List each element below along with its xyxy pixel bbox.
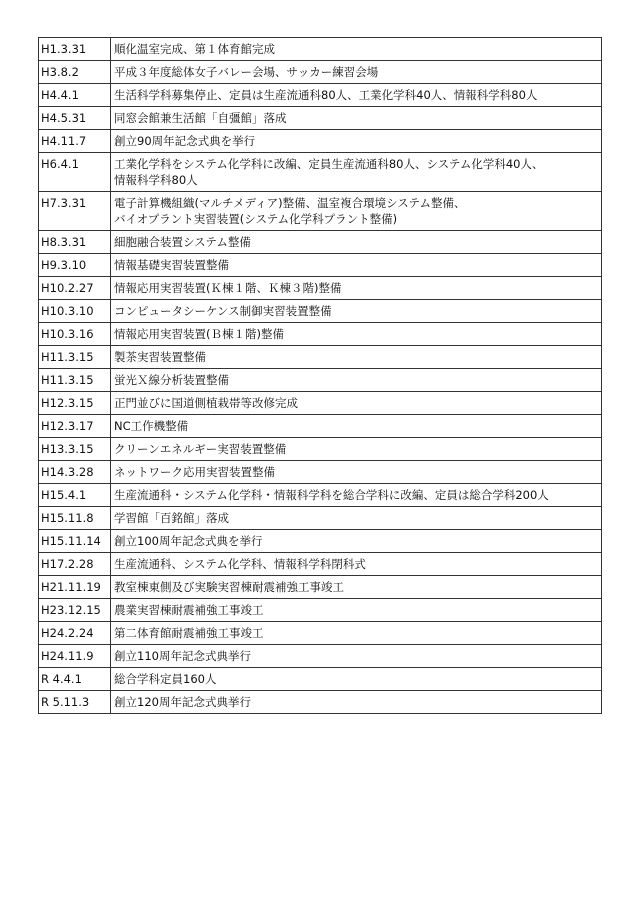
table-row bbox=[39, 576, 602, 599]
table-row bbox=[39, 231, 602, 254]
event-text-line: 情報応用実習装置(Ｂ棟１階)整備 bbox=[114, 327, 284, 341]
event-cell bbox=[111, 107, 602, 130]
event-text-line: 生産流通科、システム化学科、情報科学科閉科式 bbox=[114, 557, 366, 571]
event-text-line: 正門並びに国道側植栽帯等改修完成 bbox=[114, 396, 298, 410]
date-cell: H4.11.7 bbox=[39, 130, 111, 153]
history-table bbox=[38, 37, 602, 714]
date-cell: H12.3.17 bbox=[39, 415, 111, 438]
date-cell: H13.3.15 bbox=[39, 438, 111, 461]
table-row bbox=[39, 277, 602, 300]
date-cell: H7.3.31 bbox=[39, 192, 111, 231]
event-cell bbox=[111, 622, 602, 645]
event-text-line: クリーンエネルギー実習装置整備 bbox=[114, 442, 287, 456]
table-row bbox=[39, 192, 602, 231]
date-cell: H11.3.15 bbox=[39, 369, 111, 392]
event-text-line: 順化温室完成、第１体育館完成 bbox=[114, 42, 275, 56]
event-cell bbox=[111, 231, 602, 254]
date-cell: H15.11.8 bbox=[39, 507, 111, 530]
date-cell: H8.3.31 bbox=[39, 231, 111, 254]
event-cell bbox=[111, 369, 602, 392]
event-cell bbox=[111, 484, 602, 507]
event-text-line: 平成３年度総体女子バレー会場、サッカー練習会場 bbox=[114, 65, 379, 79]
date-cell: H11.3.15 bbox=[39, 346, 111, 369]
event-cell bbox=[111, 415, 602, 438]
event-cell bbox=[111, 599, 602, 622]
table-row bbox=[39, 392, 602, 415]
event-text-line: 細胞融合装置システム整備 bbox=[114, 235, 251, 249]
date-cell: R 5.11.3 bbox=[39, 691, 111, 714]
event-text-line: NC工作機整備 bbox=[114, 419, 189, 433]
event-text-line: 創立120周年記念式典挙行 bbox=[114, 695, 251, 709]
event-text-line: 総合学科定員160人 bbox=[114, 672, 217, 686]
event-cell bbox=[111, 153, 602, 192]
event-text-line: 生産流通科・システム化学科・情報科学科を総合学科に改編、定員は総合学科200人 bbox=[114, 488, 549, 502]
table-row bbox=[39, 668, 602, 691]
date-cell: H6.4.1 bbox=[39, 153, 111, 192]
event-text-line: 電子計算機組織(マルチメディア)整備、温室複合環境システム整備、 bbox=[114, 196, 466, 210]
event-cell bbox=[111, 392, 602, 415]
table-row bbox=[39, 84, 602, 107]
event-text-line: 工業化学科をシステム化学科に改編、定員生産流通科80人、システム化学科40人、 bbox=[114, 157, 544, 171]
table-row bbox=[39, 254, 602, 277]
date-cell: R 4.4.1 bbox=[39, 668, 111, 691]
event-text-line: 第二体育館耐震補強工事竣工 bbox=[114, 626, 264, 640]
event-text-line: 教室棟東側及び実験実習棟耐震補強工事竣工 bbox=[114, 580, 344, 594]
table-row bbox=[39, 645, 602, 668]
date-cell: H17.2.28 bbox=[39, 553, 111, 576]
history-table-body bbox=[39, 38, 602, 714]
event-text-line: 同窓会館兼生活館「自彊館」落成 bbox=[114, 111, 287, 125]
event-cell bbox=[111, 300, 602, 323]
table-row bbox=[39, 369, 602, 392]
table-row bbox=[39, 130, 602, 153]
event-text-line: 製茶実習装置整備 bbox=[114, 350, 206, 364]
event-cell bbox=[111, 553, 602, 576]
table-row bbox=[39, 599, 602, 622]
event-text-line: ネットワーク応用実習装置整備 bbox=[114, 465, 275, 479]
date-cell: H4.5.31 bbox=[39, 107, 111, 130]
table-row bbox=[39, 153, 602, 192]
event-text-line: 蛍光Ｘ線分析装置整備 bbox=[114, 373, 229, 387]
table-row bbox=[39, 346, 602, 369]
date-cell: H15.4.1 bbox=[39, 484, 111, 507]
table-row bbox=[39, 507, 602, 530]
event-cell bbox=[111, 38, 602, 61]
date-cell: H10.2.27 bbox=[39, 277, 111, 300]
table-row bbox=[39, 691, 602, 714]
date-cell: H24.11.9 bbox=[39, 645, 111, 668]
date-cell: H1.3.31 bbox=[39, 38, 111, 61]
date-cell: H15.11.14 bbox=[39, 530, 111, 553]
table-row bbox=[39, 622, 602, 645]
event-cell bbox=[111, 507, 602, 530]
event-cell bbox=[111, 323, 602, 346]
date-cell: H12.3.15 bbox=[39, 392, 111, 415]
table-row bbox=[39, 415, 602, 438]
event-cell bbox=[111, 461, 602, 484]
date-cell: H14.3.28 bbox=[39, 461, 111, 484]
event-cell bbox=[111, 668, 602, 691]
event-text-line: 情報基礎実習装置整備 bbox=[114, 258, 229, 272]
table-row bbox=[39, 461, 602, 484]
event-text-line: 創立90周年記念式典を挙行 bbox=[114, 134, 256, 148]
event-cell bbox=[111, 530, 602, 553]
event-cell bbox=[111, 254, 602, 277]
event-text-line: コンピュータシーケンス制御実習装置整備 bbox=[114, 304, 332, 318]
event-text-line: 学習館「百銘館」落成 bbox=[114, 511, 229, 525]
event-text-line: 創立100周年記念式典を挙行 bbox=[114, 534, 263, 548]
event-text-line: 農業実習棟耐震補強工事竣工 bbox=[114, 603, 264, 617]
table-row bbox=[39, 323, 602, 346]
event-cell bbox=[111, 130, 602, 153]
event-cell bbox=[111, 691, 602, 714]
event-cell bbox=[111, 438, 602, 461]
event-cell bbox=[111, 576, 602, 599]
table-row bbox=[39, 38, 602, 61]
event-cell bbox=[111, 84, 602, 107]
table-row bbox=[39, 107, 602, 130]
date-cell: H9.3.10 bbox=[39, 254, 111, 277]
table-row bbox=[39, 530, 602, 553]
event-cell bbox=[111, 192, 602, 231]
date-cell: H23.12.15 bbox=[39, 599, 111, 622]
table-row bbox=[39, 61, 602, 84]
event-cell bbox=[111, 61, 602, 84]
date-cell: H21.11.19 bbox=[39, 576, 111, 599]
date-cell: H3.8.2 bbox=[39, 61, 111, 84]
event-text-line: バイオプラント実習装置(システム化学科プラント整備) bbox=[114, 212, 398, 226]
event-text-line: 情報応用実習装置(Ｋ棟１階、Ｋ棟３階)整備 bbox=[114, 281, 342, 295]
event-cell bbox=[111, 277, 602, 300]
event-text-line: 生活科学科募集停止、定員は生産流通科80人、工業化学科40人、情報科学科80人 bbox=[114, 88, 538, 102]
event-cell bbox=[111, 346, 602, 369]
table-row bbox=[39, 300, 602, 323]
date-cell: H10.3.10 bbox=[39, 300, 111, 323]
event-text-line: 情報科学科80人 bbox=[114, 173, 198, 187]
date-cell: H24.2.24 bbox=[39, 622, 111, 645]
date-cell: H10.3.16 bbox=[39, 323, 111, 346]
event-text-line: 創立110周年記念式典挙行 bbox=[114, 649, 251, 663]
table-row bbox=[39, 438, 602, 461]
table-row bbox=[39, 553, 602, 576]
date-cell: H4.4.1 bbox=[39, 84, 111, 107]
table-row bbox=[39, 484, 602, 507]
event-cell bbox=[111, 645, 602, 668]
